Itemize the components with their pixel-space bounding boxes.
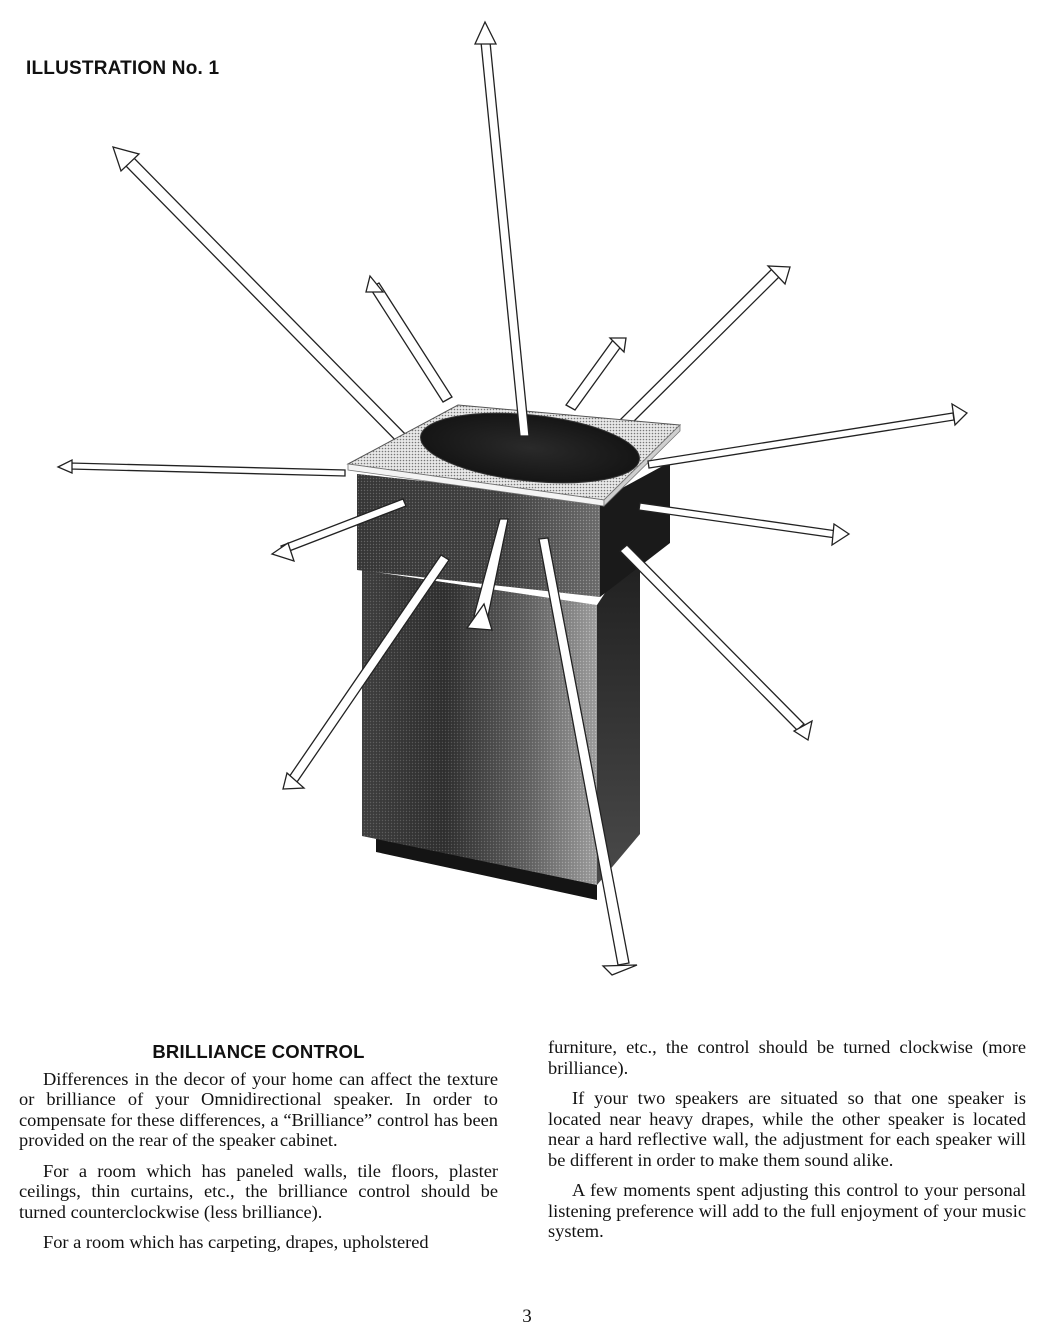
speaker-cabinet xyxy=(348,404,680,900)
paragraph: Differences in the decor of your home can affect the texture or brilliance of your Omnidirectional speaker. In order to compensate for these differences, a “Brilliance” control has been provided on the rear of the speaker cabinet. xyxy=(19,1068,498,1150)
arrow-right-upper xyxy=(648,404,967,468)
section-heading: BRILLIANCE CONTROL xyxy=(152,1041,365,1062)
arrow-right-lower xyxy=(639,503,849,545)
arrow-left xyxy=(58,460,345,476)
paragraph: For a room which has carpeting, drapes, upholstered xyxy=(43,1232,429,1252)
page-number: 3 xyxy=(522,1306,532,1327)
arrow-up-right-far xyxy=(620,266,790,427)
arrow-up xyxy=(475,22,529,436)
text-column-right xyxy=(548,1037,1026,1252)
text-column-left xyxy=(19,1042,498,1263)
paragraph: furniture, etc., the control should be turned clockwise (more brilliance). xyxy=(548,1037,1026,1078)
arrow-up-left-near xyxy=(366,276,452,402)
illustration-label: ILLUSTRATION No. 1 xyxy=(26,58,220,79)
arrow-up-left-far xyxy=(113,147,412,449)
paragraph: A few moments spent adjusting this control to your personal listening preference will add to the full enjoyment of your music system. xyxy=(548,1180,1026,1241)
arrow-up-right-near xyxy=(566,338,626,410)
paragraph: If your two speakers are situated so that one speaker is located near heavy drapes, while the other speaker is located near a hard reflective wall, the adjustment for each speaker will be different in order to make them sound alike. xyxy=(548,1088,1026,1170)
paragraph: For a room which has paneled walls, tile floors, plaster ceilings, thin curtains, etc., the brilliance control should be turned counterclockwise (less brilliance). xyxy=(19,1160,498,1222)
arrow-down-right xyxy=(620,545,812,740)
